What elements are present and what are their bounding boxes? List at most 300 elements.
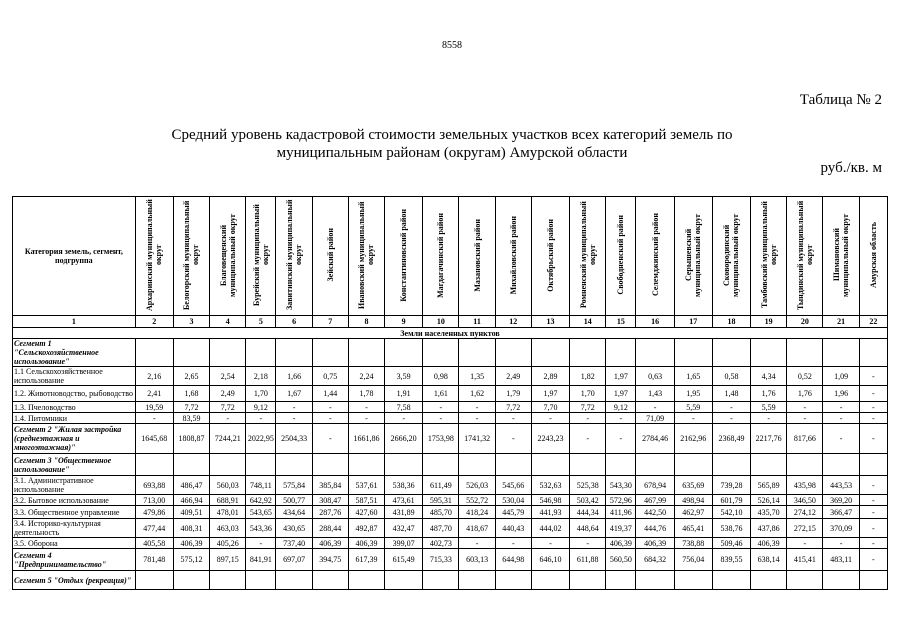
value-cell: 498,94: [674, 495, 712, 506]
value-cell: 444,34: [570, 506, 606, 519]
column-header-label: Магдагачинский район: [436, 212, 446, 298]
column-number: 16: [636, 316, 674, 328]
column-header: [312, 197, 348, 316]
value-cell: 526,14: [751, 495, 787, 506]
column-header-label: Белогорский муниципальный округ: [182, 200, 201, 310]
value-cell: 394,75: [312, 549, 348, 571]
value-cell: 2,49: [210, 386, 246, 402]
subgroup-label: 3.2. Бытовое использование: [13, 495, 136, 506]
value-cell: [531, 339, 569, 367]
value-cell: [823, 454, 859, 476]
subgroup-label: 3.4. Историко-культурная деятельность: [13, 519, 136, 538]
column-header: [423, 197, 459, 316]
value-cell: 443,53: [823, 476, 859, 495]
value-cell: 437,86: [751, 519, 787, 538]
column-number: 15: [606, 316, 636, 328]
value-cell: -: [674, 413, 712, 424]
value-cell: 1,61: [423, 386, 459, 402]
value-cell: -: [751, 413, 787, 424]
value-cell: 509,46: [712, 538, 750, 549]
value-cell: [312, 339, 348, 367]
column-header-label: Мазановский район: [472, 218, 482, 292]
column-number: 4: [210, 316, 246, 328]
value-cell: [423, 571, 459, 590]
section-title: Земли населенных пунктов: [13, 328, 888, 339]
value-cell: -: [276, 413, 312, 424]
cadastral-value-table: [12, 196, 888, 590]
column-number: 19: [751, 316, 787, 328]
column-number: 6: [276, 316, 312, 328]
value-cell: 543,36: [246, 519, 276, 538]
value-cell: 369,20: [823, 495, 859, 506]
value-cell: 1808,87: [173, 424, 209, 454]
value-cell: -: [636, 402, 674, 413]
value-cell: -: [859, 386, 887, 402]
value-cell: 435,70: [751, 506, 787, 519]
value-cell: -: [787, 402, 823, 413]
value-cell: [135, 339, 173, 367]
column-header-label: Константиновский район: [399, 208, 409, 302]
value-cell: 485,70: [423, 506, 459, 519]
column-header: [173, 197, 209, 316]
value-cell: [570, 454, 606, 476]
value-cell: 2666,20: [385, 424, 423, 454]
value-cell: 2217,76: [751, 424, 787, 454]
value-cell: 1,35: [459, 367, 495, 386]
value-cell: 419,37: [606, 519, 636, 538]
value-cell: 1,97: [606, 386, 636, 402]
column-header-label: Шимановский муниципальный округ: [832, 213, 851, 297]
value-cell: -: [495, 424, 531, 454]
value-cell: 274,12: [787, 506, 823, 519]
column-header-label: Тындинский муниципальный округ: [795, 200, 814, 310]
value-cell: -: [459, 402, 495, 413]
table-row: [13, 495, 888, 506]
value-cell: 366,47: [823, 506, 859, 519]
column-number: 11: [459, 316, 495, 328]
value-cell: [423, 339, 459, 367]
column-header-label: Серышевский муниципальный округ: [684, 213, 703, 297]
value-cell: 406,39: [312, 538, 348, 549]
value-cell: 431,89: [385, 506, 423, 519]
value-cell: 7,72: [570, 402, 606, 413]
value-cell: 1,67: [276, 386, 312, 402]
value-cell: 1,62: [459, 386, 495, 402]
value-cell: 2,49: [495, 367, 531, 386]
value-cell: -: [531, 413, 569, 424]
value-cell: 1,68: [173, 386, 209, 402]
column-number: 1: [13, 316, 136, 328]
column-number: 7: [312, 316, 348, 328]
column-number: 5: [246, 316, 276, 328]
value-cell: -: [859, 519, 887, 538]
value-cell: -: [495, 413, 531, 424]
value-cell: 738,88: [674, 538, 712, 549]
column-header-label: Селемджинский район: [650, 213, 660, 297]
column-number: 18: [712, 316, 750, 328]
value-cell: 635,69: [674, 476, 712, 495]
value-cell: [348, 454, 384, 476]
category-header: Категория земель, сегмент, подгруппа: [13, 197, 136, 316]
value-cell: 427,60: [348, 506, 384, 519]
value-cell: 477,44: [135, 519, 173, 538]
value-cell: 897,15: [210, 549, 246, 571]
value-cell: 0,63: [636, 367, 674, 386]
table-row: [13, 476, 888, 495]
value-cell: [712, 454, 750, 476]
value-cell: -: [859, 538, 887, 549]
column-number: 10: [423, 316, 459, 328]
value-cell: 83,59: [173, 413, 209, 424]
column-number: 8: [348, 316, 384, 328]
value-cell: -: [859, 413, 887, 424]
value-cell: [276, 571, 312, 590]
value-cell: 448,64: [570, 519, 606, 538]
table-row: [13, 571, 888, 590]
column-header: [674, 197, 712, 316]
value-cell: 465,41: [674, 519, 712, 538]
column-header-label: Завитинский муниципальный округ: [285, 199, 304, 311]
value-cell: 538,36: [385, 476, 423, 495]
value-cell: -: [823, 413, 859, 424]
units-label: руб./кв. м: [820, 160, 882, 176]
value-cell: 1,48: [712, 386, 750, 402]
value-cell: 463,03: [210, 519, 246, 538]
value-cell: 1661,86: [348, 424, 384, 454]
value-cell: [859, 454, 887, 476]
column-header-label: Зейский район: [325, 228, 335, 282]
value-cell: -: [570, 424, 606, 454]
column-number: 12: [495, 316, 531, 328]
value-cell: 272,15: [787, 519, 823, 538]
value-cell: 560,50: [606, 549, 636, 571]
value-cell: 1,70: [570, 386, 606, 402]
column-header: [823, 197, 859, 316]
value-cell: 2784,46: [636, 424, 674, 454]
value-cell: 0,98: [423, 367, 459, 386]
column-header: [570, 197, 606, 316]
value-cell: 644,98: [495, 549, 531, 571]
value-cell: [787, 571, 823, 590]
value-cell: 532,63: [531, 476, 569, 495]
value-cell: [674, 339, 712, 367]
value-cell: 9,12: [606, 402, 636, 413]
value-cell: 478,01: [210, 506, 246, 519]
value-cell: [210, 454, 246, 476]
column-header: [385, 197, 423, 316]
value-cell: 4,34: [751, 367, 787, 386]
value-cell: 530,04: [495, 495, 531, 506]
value-cell: 737,40: [276, 538, 312, 549]
value-cell: 642,92: [246, 495, 276, 506]
column-number: 17: [674, 316, 712, 328]
value-cell: [348, 339, 384, 367]
value-cell: [636, 339, 674, 367]
value-cell: 434,64: [276, 506, 312, 519]
value-cell: 406,39: [348, 538, 384, 549]
value-cell: [636, 571, 674, 590]
value-cell: -: [312, 413, 348, 424]
value-cell: [787, 339, 823, 367]
value-cell: 7244,21: [210, 424, 246, 454]
value-cell: 525,38: [570, 476, 606, 495]
value-cell: [606, 339, 636, 367]
value-cell: 2,54: [210, 367, 246, 386]
value-cell: 739,28: [712, 476, 750, 495]
value-cell: [674, 454, 712, 476]
value-cell: -: [348, 402, 384, 413]
segment-label: Сегмент 1 "Сельскохозяйственное использование": [13, 339, 136, 367]
value-cell: [823, 339, 859, 367]
value-cell: 611,88: [570, 549, 606, 571]
value-cell: [495, 571, 531, 590]
value-cell: [531, 571, 569, 590]
value-cell: [859, 339, 887, 367]
value-cell: 405,58: [135, 538, 173, 549]
column-number: 21: [823, 316, 859, 328]
value-cell: 1,66: [276, 367, 312, 386]
value-cell: 415,41: [787, 549, 823, 571]
value-cell: 537,61: [348, 476, 384, 495]
value-cell: 575,84: [276, 476, 312, 495]
value-cell: 543,30: [606, 476, 636, 495]
value-cell: -: [348, 413, 384, 424]
value-cell: 1,96: [823, 386, 859, 402]
value-cell: [210, 571, 246, 590]
value-cell: [751, 571, 787, 590]
table-row: [13, 519, 888, 538]
value-cell: 2504,33: [276, 424, 312, 454]
value-cell: 7,72: [495, 402, 531, 413]
value-cell: 1,97: [606, 367, 636, 386]
value-cell: [751, 454, 787, 476]
column-header: [859, 197, 887, 316]
value-cell: 486,47: [173, 476, 209, 495]
value-cell: 444,76: [636, 519, 674, 538]
column-number: 3: [173, 316, 209, 328]
column-header: [606, 197, 636, 316]
value-cell: 473,61: [385, 495, 423, 506]
value-cell: [173, 339, 209, 367]
column-number: 22: [859, 316, 887, 328]
table-number: Таблица № 2: [799, 92, 882, 108]
value-cell: -: [312, 424, 348, 454]
column-header: [636, 197, 674, 316]
value-cell: 2162,96: [674, 424, 712, 454]
value-cell: 713,00: [135, 495, 173, 506]
column-header-label: Благовещенский муниципальный округ: [218, 213, 237, 297]
value-cell: 2,89: [531, 367, 569, 386]
value-cell: [459, 339, 495, 367]
column-header-label: Свободненский район: [616, 215, 626, 295]
value-cell: -: [312, 402, 348, 413]
value-cell: 542,10: [712, 506, 750, 519]
value-cell: 839,55: [712, 549, 750, 571]
value-cell: 552,72: [459, 495, 495, 506]
value-cell: -: [246, 538, 276, 549]
value-cell: 0,52: [787, 367, 823, 386]
subgroup-label: 1.3. Пчеловодство: [13, 402, 136, 413]
value-cell: [210, 339, 246, 367]
value-cell: 2,18: [246, 367, 276, 386]
value-cell: [570, 339, 606, 367]
value-cell: 3,59: [385, 367, 423, 386]
value-cell: [385, 454, 423, 476]
value-cell: [570, 571, 606, 590]
value-cell: [246, 339, 276, 367]
subgroup-label: 1.4. Питомники: [13, 413, 136, 424]
value-cell: 693,88: [135, 476, 173, 495]
column-header: [751, 197, 787, 316]
column-number-row: [13, 316, 888, 328]
value-cell: 560,03: [210, 476, 246, 495]
value-cell: [495, 454, 531, 476]
value-cell: 385,84: [312, 476, 348, 495]
column-header-label: Михайловский район: [508, 215, 518, 295]
column-number: 9: [385, 316, 423, 328]
value-cell: -: [246, 413, 276, 424]
page-number: 8558: [442, 40, 462, 51]
value-cell: 678,94: [636, 476, 674, 495]
value-cell: 817,66: [787, 424, 823, 454]
value-cell: [674, 571, 712, 590]
value-cell: 71,09: [636, 413, 674, 424]
value-cell: 418,67: [459, 519, 495, 538]
subgroup-label: 3.3. Общественное управление: [13, 506, 136, 519]
value-cell: 7,72: [173, 402, 209, 413]
value-cell: 2,41: [135, 386, 173, 402]
value-cell: 445,79: [495, 506, 531, 519]
value-cell: [173, 571, 209, 590]
value-cell: [712, 339, 750, 367]
value-cell: 287,76: [312, 506, 348, 519]
value-cell: [859, 571, 887, 590]
value-cell: -: [606, 424, 636, 454]
value-cell: -: [276, 402, 312, 413]
value-cell: 406,39: [636, 538, 674, 549]
value-cell: 440,43: [495, 519, 531, 538]
value-cell: 308,47: [312, 495, 348, 506]
value-cell: 5,59: [674, 402, 712, 413]
value-cell: 466,94: [173, 495, 209, 506]
value-cell: 841,91: [246, 549, 276, 571]
value-cell: 1,70: [246, 386, 276, 402]
value-cell: 545,66: [495, 476, 531, 495]
value-cell: -: [823, 538, 859, 549]
value-cell: 7,72: [210, 402, 246, 413]
value-cell: [135, 571, 173, 590]
value-cell: 503,42: [570, 495, 606, 506]
value-cell: -: [423, 413, 459, 424]
value-cell: 346,50: [787, 495, 823, 506]
table-row: [13, 367, 888, 386]
segment-label: Сегмент 5 "Отдых (рекреация)": [13, 571, 136, 590]
value-cell: 2,65: [173, 367, 209, 386]
value-cell: [348, 571, 384, 590]
table-row: [13, 339, 888, 367]
column-header: [276, 197, 312, 316]
value-cell: 406,39: [606, 538, 636, 549]
value-cell: 526,03: [459, 476, 495, 495]
column-header: [135, 197, 173, 316]
value-cell: [495, 339, 531, 367]
value-cell: [385, 571, 423, 590]
column-header: [246, 197, 276, 316]
value-cell: 688,91: [210, 495, 246, 506]
value-cell: 487,70: [423, 519, 459, 538]
value-cell: -: [135, 413, 173, 424]
value-cell: -: [459, 538, 495, 549]
value-cell: 19,59: [135, 402, 173, 413]
value-cell: -: [570, 413, 606, 424]
header-row: [13, 197, 888, 316]
value-cell: [246, 571, 276, 590]
value-cell: 406,39: [173, 538, 209, 549]
value-cell: -: [787, 413, 823, 424]
subgroup-label: 1.2. Животноводство, рыбоводство: [13, 386, 136, 402]
value-cell: -: [495, 538, 531, 549]
value-cell: -: [712, 402, 750, 413]
value-cell: [787, 454, 823, 476]
value-cell: 684,32: [636, 549, 674, 571]
column-header-label: Амурская область: [868, 221, 878, 289]
value-cell: -: [859, 506, 887, 519]
value-cell: 7,58: [385, 402, 423, 413]
value-cell: [751, 339, 787, 367]
value-cell: [246, 454, 276, 476]
column-number: 2: [135, 316, 173, 328]
value-cell: 432,47: [385, 519, 423, 538]
value-cell: 538,76: [712, 519, 750, 538]
value-cell: 617,39: [348, 549, 384, 571]
value-cell: 1,91: [385, 386, 423, 402]
value-cell: 2022,95: [246, 424, 276, 454]
value-cell: 370,09: [823, 519, 859, 538]
table-row: [13, 424, 888, 454]
table-row: [13, 454, 888, 476]
table-row: [13, 386, 888, 402]
value-cell: 479,86: [135, 506, 173, 519]
value-cell: [312, 571, 348, 590]
value-cell: 430,65: [276, 519, 312, 538]
value-cell: 0,58: [712, 367, 750, 386]
value-cell: 1,78: [348, 386, 384, 402]
value-cell: 587,51: [348, 495, 384, 506]
value-cell: 601,79: [712, 495, 750, 506]
column-header: [531, 197, 569, 316]
value-cell: -: [423, 402, 459, 413]
value-cell: 2,16: [135, 367, 173, 386]
value-cell: -: [859, 402, 887, 413]
value-cell: [606, 571, 636, 590]
value-cell: 399,07: [385, 538, 423, 549]
value-cell: 2,24: [348, 367, 384, 386]
value-cell: 1,95: [674, 386, 712, 402]
value-cell: [636, 454, 674, 476]
value-cell: 435,98: [787, 476, 823, 495]
value-cell: 603,13: [459, 549, 495, 571]
segment-label: Сегмент 4 "Предпринимательство": [13, 549, 136, 571]
value-cell: -: [459, 413, 495, 424]
value-cell: [312, 454, 348, 476]
value-cell: 408,31: [173, 519, 209, 538]
value-cell: 756,04: [674, 549, 712, 571]
value-cell: -: [385, 413, 423, 424]
value-cell: -: [823, 424, 859, 454]
value-cell: [276, 454, 312, 476]
value-cell: 2243,23: [531, 424, 569, 454]
value-cell: 0,75: [312, 367, 348, 386]
